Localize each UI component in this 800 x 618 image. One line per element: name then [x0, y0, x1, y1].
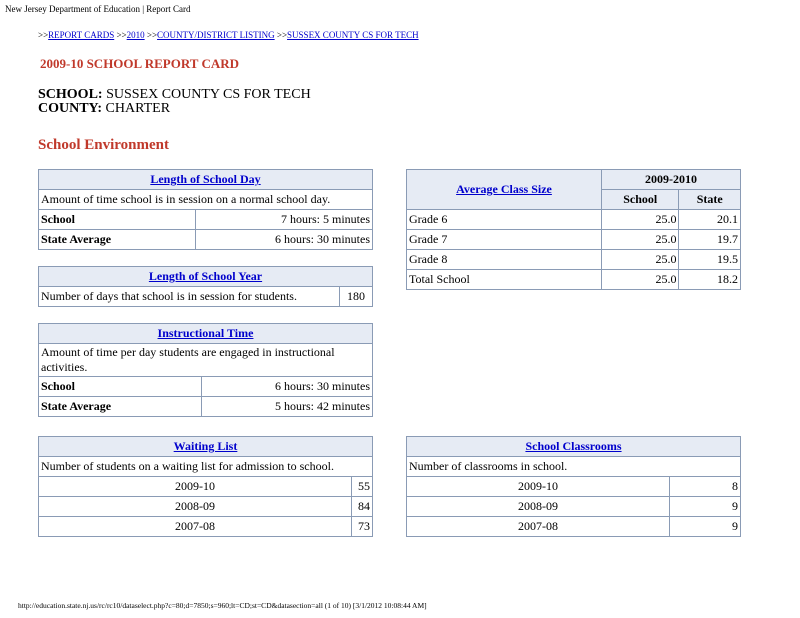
length-of-school-day-table	[38, 169, 373, 250]
class-size-col-state: State	[679, 190, 741, 210]
row-year: 2008-09	[407, 497, 670, 517]
row-value: 84	[352, 497, 373, 517]
breadcrumb-sep: >>	[116, 30, 127, 40]
length-of-school-year-value: 180	[340, 287, 373, 307]
length-of-school-year-desc: Number of days that school is in session for students.	[39, 287, 340, 307]
row-year: 2008-09	[39, 497, 352, 517]
row-school: 25.0	[602, 270, 679, 290]
row-label: Grade 6	[407, 210, 602, 230]
row-value: 9	[670, 497, 741, 517]
school-classrooms-link[interactable]: School Classrooms	[525, 439, 622, 453]
row-label: Grade 8	[407, 250, 602, 270]
row-state: 19.5	[679, 250, 741, 270]
row-value: 9	[670, 517, 741, 537]
row-value: 5 hours: 42 minutes	[202, 397, 373, 417]
row-state: 18.2	[679, 270, 741, 290]
county-line	[38, 101, 170, 117]
window-title: New Jersey Department of Education | Report Card	[5, 4, 191, 14]
class-size-period: 2009-2010	[602, 170, 741, 190]
row-label: Total School	[407, 270, 602, 290]
school-classrooms-desc: Number of classrooms in school.	[407, 457, 741, 477]
instructional-time-table	[38, 323, 373, 417]
row-year: 2007-08	[39, 517, 352, 537]
row-school: 25.0	[602, 230, 679, 250]
section-title: School Environment	[38, 137, 169, 153]
breadcrumb-2010[interactable]: 2010	[126, 30, 145, 40]
length-of-school-day-desc: Amount of time school is in session on a normal school day.	[39, 190, 373, 210]
row-year: 2009-10	[39, 477, 352, 497]
length-of-school-day-link[interactable]: Length of School Day	[150, 172, 261, 186]
length-of-school-year-link[interactable]: Length of School Year	[148, 269, 263, 283]
county-label: COUNTY:	[38, 101, 103, 116]
county-value: CHARTER	[105, 101, 171, 116]
row-value: 6 hours: 30 minutes	[202, 377, 373, 397]
instructional-time-link[interactable]: Instructional Time	[157, 326, 254, 340]
row-school: 25.0	[602, 250, 679, 270]
row-state: 19.7	[679, 230, 741, 250]
waiting-list-desc: Number of students on a waiting list for admission to school.	[39, 457, 373, 477]
waiting-list-link[interactable]: Waiting List	[173, 439, 238, 453]
breadcrumb-school[interactable]: SUSSEX COUNTY CS FOR TECH	[287, 30, 419, 40]
school-value: SUSSEX COUNTY CS FOR TECH	[106, 87, 311, 102]
breadcrumb-sep: >>	[276, 30, 288, 40]
page-footer-url: http://education.state.nj.us/rc/rc10/dataselect.php?c=80;d=7850;s=960;lt=CD;st=CD&datasection=all (1 of 10) [3/1/2012 10:08:44 AM]	[18, 601, 427, 610]
average-class-size-link[interactable]: Average Class Size	[456, 182, 552, 196]
row-label: State Average	[39, 230, 196, 250]
row-label: School	[39, 210, 196, 230]
row-label: Grade 7	[407, 230, 602, 250]
row-year: 2007-08	[407, 517, 670, 537]
breadcrumb	[38, 30, 419, 40]
row-school: 25.0	[602, 210, 679, 230]
row-value: 8	[670, 477, 741, 497]
breadcrumb-report-cards[interactable]: REPORT CARDS	[48, 30, 115, 40]
row-value: 6 hours: 30 minutes	[196, 230, 373, 250]
instructional-time-desc: Amount of time per day students are engaged in instructional activities.	[39, 344, 373, 377]
row-value: 7 hours: 5 minutes	[196, 210, 373, 230]
row-year: 2009-10	[407, 477, 670, 497]
row-value: 73	[352, 517, 373, 537]
average-class-size-table	[406, 169, 741, 290]
school-classrooms-table	[406, 436, 741, 537]
breadcrumb-sep: >>	[38, 30, 49, 40]
row-value: 55	[352, 477, 373, 497]
school-label: SCHOOL:	[38, 87, 103, 102]
row-label: School	[39, 377, 202, 397]
report-title: 2009-10 SCHOOL REPORT CARD	[40, 56, 240, 71]
row-label: State Average	[39, 397, 202, 417]
class-size-col-school: School	[602, 190, 679, 210]
length-of-school-year-table	[38, 266, 373, 307]
breadcrumb-county-listing[interactable]: COUNTY/DISTRICT LISTING	[157, 30, 275, 40]
row-state: 20.1	[679, 210, 741, 230]
breadcrumb-sep: >>	[146, 30, 158, 40]
waiting-list-table	[38, 436, 373, 537]
